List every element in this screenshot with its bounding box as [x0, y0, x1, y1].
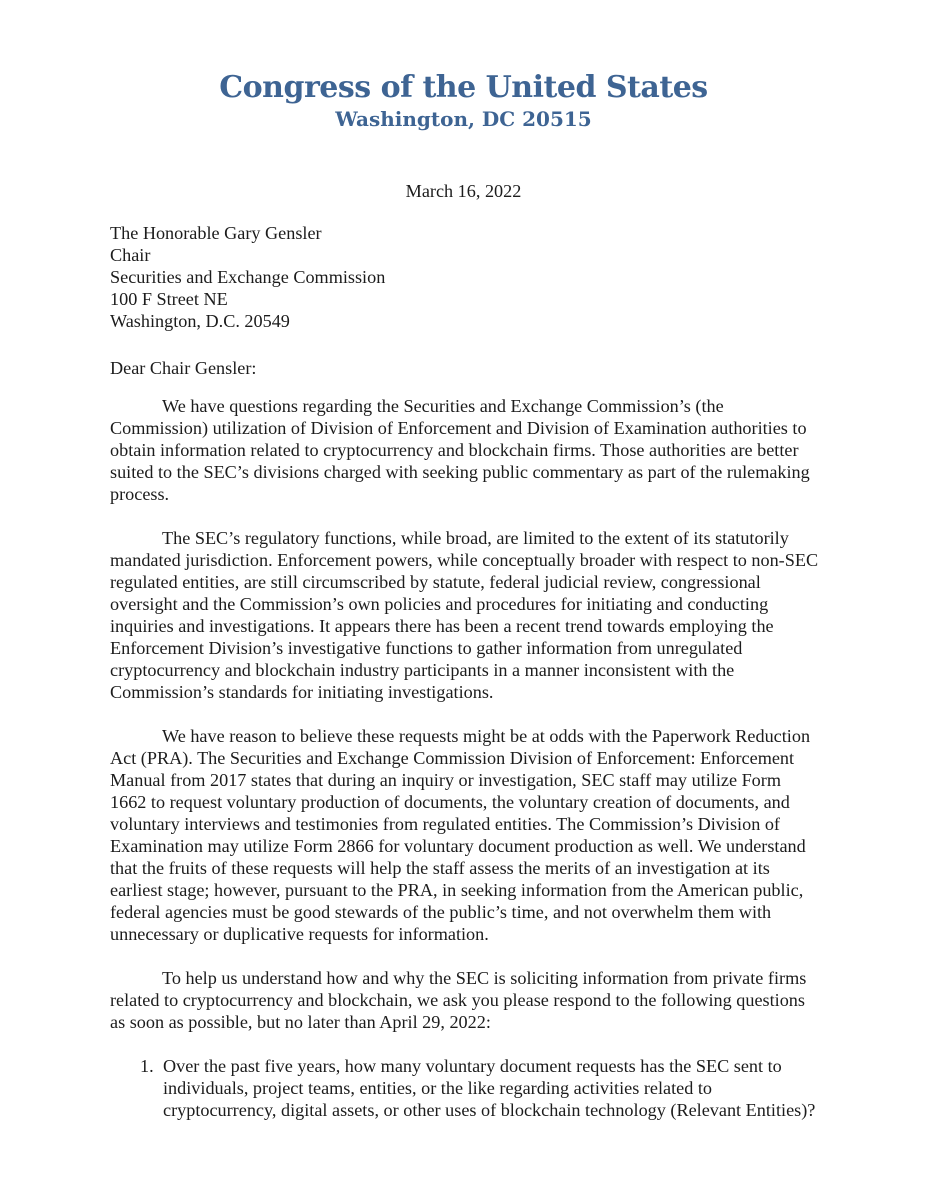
salutation: Dear Chair Gensler:	[110, 358, 257, 378]
recipient-street: 100 F Street NE	[110, 289, 228, 309]
letterhead	[0, 0, 927, 131]
letterhead-title: Congress of the United States	[219, 70, 708, 105]
recipient-city: Washington, D.C. 20549	[110, 311, 290, 331]
question-number: 1.	[140, 1056, 154, 1076]
recipient-organization: Securities and Exchange Commission	[110, 267, 386, 287]
recipient-address-block	[110, 222, 819, 332]
recipient-title: Chair	[110, 245, 151, 265]
question-item-1	[110, 1055, 819, 1121]
letter-body	[110, 222, 819, 1121]
paragraph-2: The SEC’s regulatory functions, while broad, are limited to the extent of its statutorily mandated jurisdiction. Enforcement powers, while conceptually broader with respect to non-SEC regulated entities, are still circumscribed by statute, federal judicial review, congressional oversight and the Commission’s own policies and procedures for initiating and conducting inquiries and investigations. It appears there has been a recent trend towards employing the Enforcement Division’s investigative functions to gather information from unregulated cryptocurrency and blockchain industry participants in a manner inconsistent with the Commission’s standards for initiating investigations.	[110, 528, 819, 702]
letterhead-subtitle: Washington, DC 20515	[335, 107, 592, 131]
recipient-name: The Honorable Gary Gensler	[110, 223, 322, 243]
date-line: March 16, 2022	[405, 181, 522, 201]
paragraph-4: To help us understand how and why the SEC is soliciting information from private firms related to cryptocurrency and blockchain, we ask you please respond to the following questions as soon as possible, but no later than April 29, 2022:	[110, 968, 807, 1032]
paragraph-1: We have questions regarding the Securities and Exchange Commission’s (the Commission) utilization of Division of Enforcement and Division of Examination authorities to obtain information related to cryptocurrency and blockchain firms. Those authorities are better suited to the SEC’s divisions charged with seeking public commentary as part of the rulemaking process.	[110, 396, 810, 504]
question-text: Over the past five years, how many voluntary document requests has the SEC sent to individuals, project teams, entities, or the like regarding activities related to cryptocurrency, digital assets, or other uses of blockchain technology (Relevant Entities)?	[163, 1056, 816, 1120]
paragraph-3: We have reason to believe these requests might be at odds with the Paperwork Reduction Act (PRA). The Securities and Exchange Commission Division of Enforcement: Enforcement Manual from 2017 states that during an inquiry or investigation, SEC staff may utilize Form 1662 to request voluntary production of documents, the voluntary creation of documents, and voluntary interviews and testimonies from regulated entities. The Commission’s Division of Examination may utilize Form 2866 for voluntary document production as well. We understand that the fruits of these requests will help the staff assess the merits of an investigation at its earliest stage; however, pursuant to the PRA, in seeking information from the American public, federal agencies must be good stewards of the public’s time, and not overwhelm them with unnecessary or duplicative requests for information.	[110, 726, 811, 944]
